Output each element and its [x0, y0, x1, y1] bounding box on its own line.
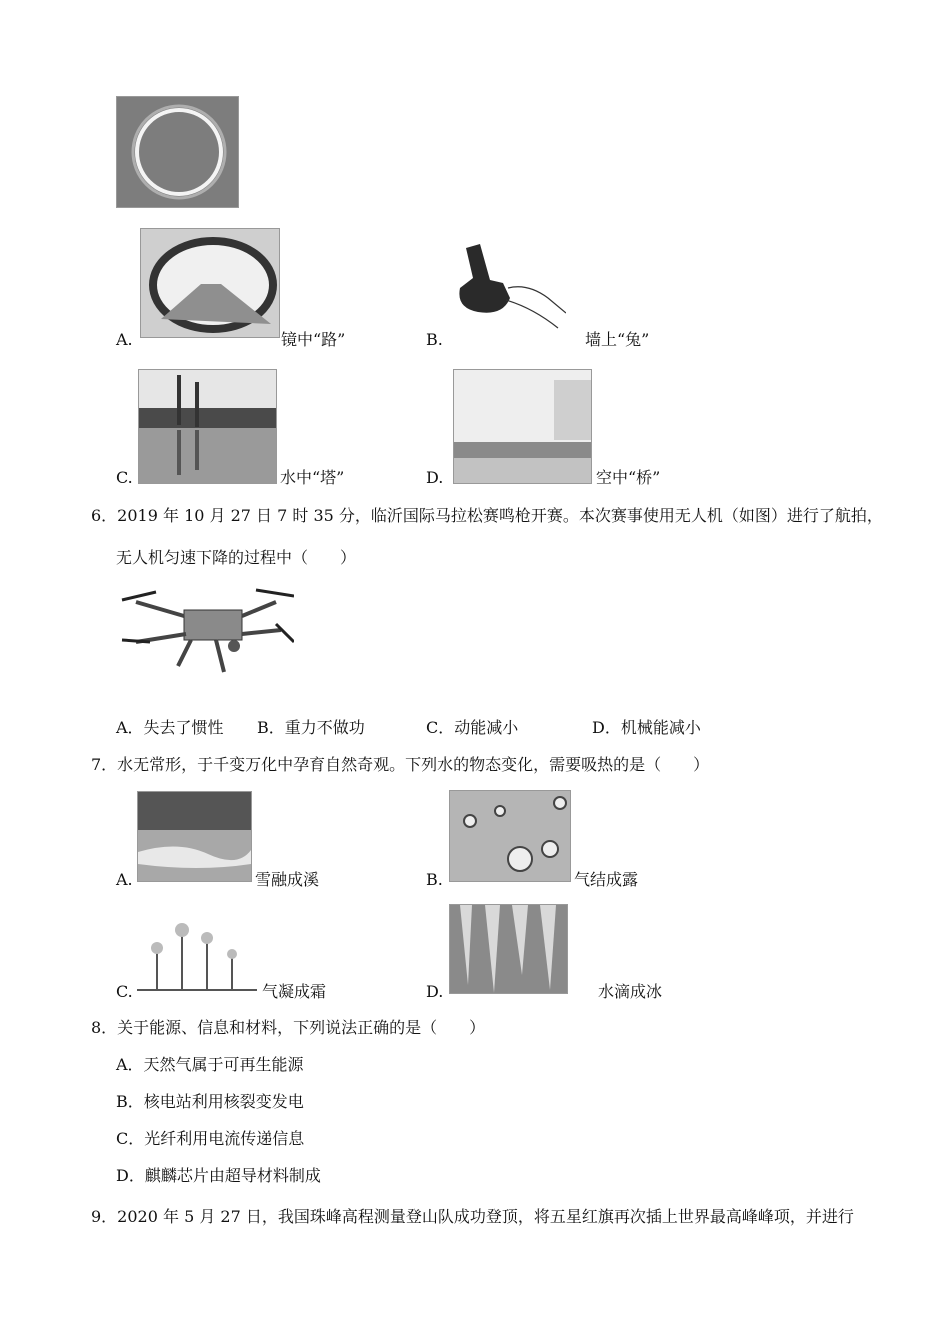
q7-stem: 7．水无常形，于千变万化中孕育自然奇观。下列水的物态变化，需要吸热的是（ ） [91, 755, 710, 774]
car-mirror-image [140, 228, 280, 338]
q8-option-d: D．麒麟芯片由超导材料制成 [116, 1166, 321, 1185]
q5-option-c-letter: C. [116, 468, 133, 487]
q7-option-a-letter: A. [116, 870, 133, 889]
q8-stem: 8．关于能源、信息和材料，下列说法正确的是（ ） [91, 1018, 486, 1037]
q8-option-c: C．光纤利用电流传递信息 [116, 1129, 305, 1148]
snow-melting-image [137, 791, 252, 882]
q7-option-d-caption: 水滴成冰 [598, 982, 663, 1001]
q5-option-a-caption: 镜中“路” [281, 330, 346, 349]
q5-option-a-letter: A. [116, 330, 133, 349]
drone-image [116, 582, 294, 680]
hand-shadow-rabbit-image [448, 238, 566, 334]
eclipse-ring-icon [117, 97, 238, 207]
q8-option-b: B．核电站利用核裂变发电 [116, 1092, 304, 1111]
q6-option-b: B．重力不做功 [257, 718, 365, 737]
q5-option-c-caption: 水中“塔” [280, 468, 345, 487]
q5-option-d-caption: 空中“桥” [596, 468, 661, 487]
q5-option-b-letter: B. [426, 330, 443, 349]
drone-icon [116, 582, 294, 680]
q8-option-a: A．天然气属于可再生能源 [116, 1055, 304, 1074]
q7-option-c-caption: 气凝成霜 [262, 982, 327, 1001]
dew-drops-image [449, 790, 571, 882]
solar-eclipse-image [116, 96, 239, 208]
q7-option-d-letter: D. [426, 982, 444, 1001]
q9-stem-line1: 9．2020 年 5 月 27 日，我国珠峰高程测量登山队成功登顶，将五星红旗再次插上世界最高峰峰项，并进行 [91, 1207, 854, 1226]
icicles-image [449, 904, 568, 994]
q7-option-b-letter: B. [426, 870, 443, 889]
q7-option-a-caption: 雪融成溪 [255, 870, 320, 889]
q6-option-d: D．机械能减小 [592, 718, 701, 737]
q6-option-c: C．动能减小 [426, 718, 519, 737]
q5-option-b-caption: 墙上“兔” [585, 330, 650, 349]
sky-bridge-image [453, 369, 592, 484]
frost-trees-image [137, 908, 257, 994]
q6-stem-line1: 6．2019 年 10 月 27 日 7 时 35 分，临沂国际马拉松赛鸣枪开赛。本次赛事使用无人机（如图）进行了航拍， [91, 506, 883, 525]
tower-reflection-image [138, 369, 277, 484]
q7-option-c-letter: C. [116, 982, 133, 1001]
q6-stem-line2: 无人机匀速下降的过程中（ ） [116, 548, 357, 567]
q5-option-d-letter: D. [426, 468, 444, 487]
q7-option-b-caption: 气结成露 [574, 870, 639, 889]
q6-option-a: A．失去了惯性 [116, 718, 224, 737]
